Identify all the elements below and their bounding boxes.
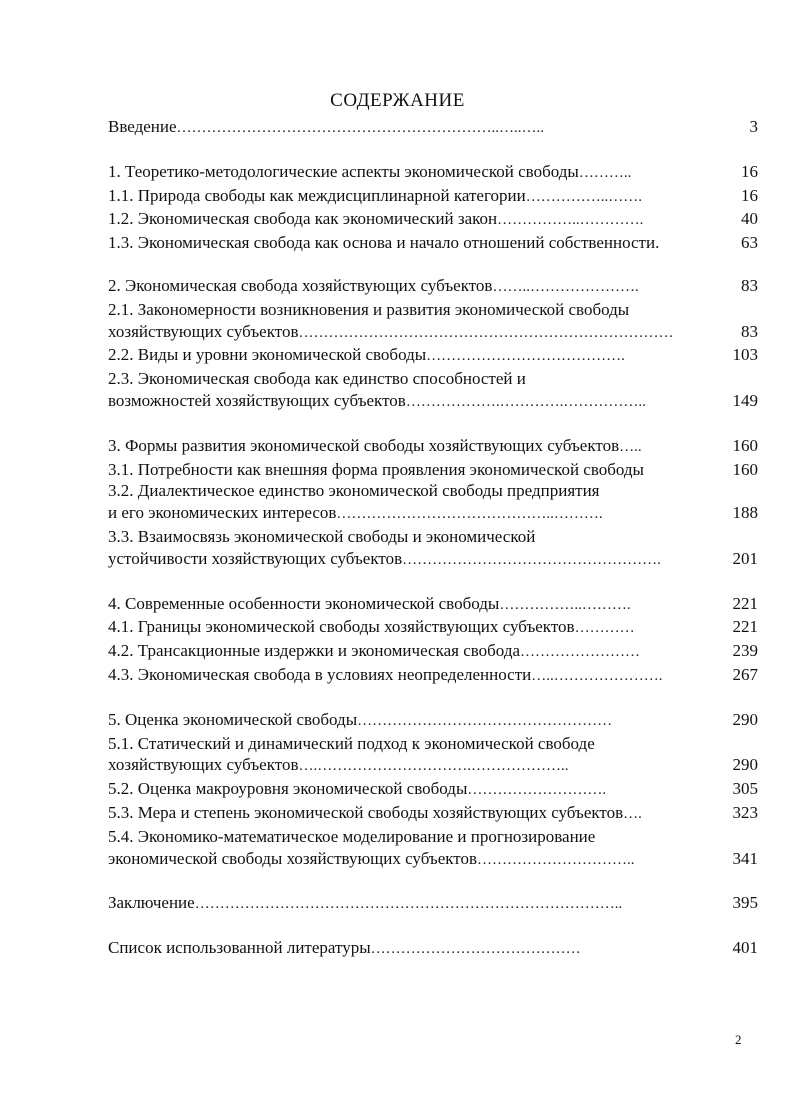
toc-entry-leader: ……………..………….: [497, 212, 644, 229]
toc-entry-section-5-1: [108, 754, 758, 778]
toc-entry-chapter-4: [108, 593, 758, 617]
toc-entry-label: 1.3. Экономическая свобода как основа и начало отношений собственности.: [108, 233, 660, 253]
toc-entry-page: 395: [732, 893, 758, 913]
toc-entry-page: 63: [741, 233, 758, 253]
toc-entry-section-2-1: [108, 321, 758, 345]
toc-entry-label: 4.1. Границы экономической свободы хозяйствующих субъектов: [108, 617, 575, 637]
toc-entry-section-1-2: [108, 208, 758, 232]
toc-entry-chapter-5: [108, 709, 758, 733]
toc-entry-label: 5.2. Оценка макроуровня экономической свободы: [108, 779, 468, 799]
toc-entry-page: 160: [732, 435, 758, 455]
toc-entry-chapter-2: [108, 275, 758, 299]
toc-entry-section-5-4: [108, 848, 758, 872]
toc-entry-label: устойчивости хозяйствующих субъектов: [108, 548, 403, 568]
toc-entry-leader: ………………………………………………………..…..…..: [176, 120, 545, 136]
page-title: СОДЕРЖАНИЕ: [330, 90, 465, 111]
toc-entry-label: 4.3. Экономическая свобода в условиях неопределенности: [108, 664, 532, 684]
toc-entry-page: 16: [741, 185, 758, 205]
toc-entry-leader: ………..: [578, 164, 632, 181]
toc-entry-label: 5. Оценка экономической свободы: [108, 709, 358, 729]
toc-entry-section-5-3: [108, 802, 758, 826]
toc-entry-label: 1. Теоретико-методологические аспекты экономической свободы: [108, 161, 579, 181]
toc-entry-section-2-3: [108, 390, 758, 414]
toc-entry-page: 83: [741, 321, 758, 341]
toc-entry-section-2-3-line-1: 2.3. Экономическая свобода как единство способностей и: [108, 369, 526, 389]
toc-entry-leader: ……………………: [520, 644, 641, 661]
toc-entry-page: 221: [732, 593, 758, 613]
toc-entry-leader: …..………………….: [531, 667, 663, 684]
toc-entry-label: хозяйствующих субъектов: [108, 321, 299, 341]
toc-entry-page: 341: [732, 848, 758, 868]
toc-entry-chapter-3: [108, 435, 758, 459]
toc-entry-label: 3.1. Потребности как внешняя форма проявления экономической свободы: [108, 459, 644, 479]
toc-entry-leader: ……………….………….……………..: [405, 393, 646, 410]
toc-entry-page: 323: [732, 802, 758, 822]
toc-entry-label: 1.2. Экономическая свобода как экономический закон: [108, 209, 498, 229]
toc-entry-section-3-3-line-1: 3.3. Взаимосвязь экономической свободы и экономической: [108, 526, 536, 546]
toc-entry-section-4-1: [108, 616, 758, 640]
toc-entry-page: 239: [732, 641, 758, 661]
toc-entry-page: 290: [732, 755, 758, 775]
toc-entry-page: 305: [732, 779, 758, 799]
toc-entry-page: 149: [732, 390, 758, 410]
toc-entry-leader: ……………..…….: [525, 188, 642, 205]
toc-entry-label: 3. Формы развития экономической свободы хозяйствующих субъектов: [108, 435, 620, 455]
toc-entry-label: Заключение: [108, 893, 195, 913]
page-number: 2: [735, 1032, 742, 1047]
toc-entry-label: Введение: [108, 117, 177, 136]
toc-entry-section-3-2-line-1: 3.2. Диалектическое единство экономической свободы предприятия: [108, 481, 600, 501]
toc-entry-section-5-2: [108, 778, 758, 802]
toc-entry-page: 290: [732, 709, 758, 729]
toc-entry-page: 188: [732, 503, 758, 523]
toc-entry-conclusion: [108, 892, 758, 916]
toc-entry-page: 103: [732, 345, 758, 365]
toc-entry-page: 40: [741, 209, 758, 229]
toc-entry-leader: …………………………………………………………………: [298, 324, 674, 341]
toc-entry-section-4-2: [108, 640, 758, 664]
toc-entry-section-4-3: [108, 664, 758, 688]
toc-entry-label: Список использованной литературы: [108, 938, 371, 958]
toc-entry-label: 2. Экономическая свобода хозяйствующих субъектов: [108, 275, 493, 295]
toc-entry-leader: ……………………………………………: [357, 712, 613, 729]
toc-entry-introduction: [108, 116, 758, 140]
toc-entry-leader: ………………………………….: [426, 348, 625, 365]
toc-entry-page: 201: [732, 548, 758, 568]
toc-entry-leader: ……………………….: [467, 782, 607, 799]
toc-entry-label: 2.2. Виды и уровни экономической свободы: [108, 345, 427, 365]
toc-entry-page: 267: [732, 664, 758, 684]
toc-entry-leader: ……..………………….: [492, 278, 639, 295]
toc-entry-leader: ….………………………….………………..: [298, 758, 569, 775]
toc-entry-section-5-1-line-1: 5.1. Статический и динамический подход к экономической свободе: [108, 733, 595, 753]
toc-entry-section-2-2: [108, 344, 758, 368]
toc-entry-page: 221: [732, 617, 758, 637]
toc-entry-page: 3: [749, 117, 758, 136]
toc-entry-page: 160: [732, 459, 758, 479]
toc-entry-chapter-1: [108, 161, 758, 185]
toc-entry-section-3-1: [108, 459, 758, 481]
toc-entry-section-3-2: [108, 502, 758, 526]
toc-entry-page: 83: [741, 275, 758, 295]
toc-entry-section-2-1-line-1: 2.1. Закономерности возникновения и развития экономической свободы: [108, 299, 630, 319]
toc-entry-leader: ….: [623, 805, 642, 822]
toc-entry-leader: …………………………………………………………………………..: [194, 896, 623, 913]
toc-entry-label: возможностей хозяйствующих субъектов: [108, 390, 406, 410]
toc-entry-label: 4.2. Трансакционные издержки и экономическая свобода: [108, 641, 521, 661]
toc-entry-label: хозяйствующих субъектов: [108, 755, 299, 775]
toc-entry-page: 16: [741, 161, 758, 181]
toc-entry-references: [108, 937, 758, 961]
toc-entry-leader: …..: [619, 438, 642, 455]
toc-entry-section-1-3: [108, 232, 758, 254]
toc-entry-leader: …………………………..: [477, 851, 635, 868]
toc-entry-leader: ……………………………………..……….: [336, 506, 603, 523]
toc-entry-page: 401: [732, 938, 758, 958]
toc-entry-leader: …………………………………………….: [402, 551, 661, 568]
table-of-contents: [108, 116, 758, 961]
toc-entry-section-5-4-line-1: 5.4. Экономико-математическое моделирование и прогнозирование: [108, 826, 596, 846]
toc-entry-leader: ……………………………………: [370, 941, 581, 958]
toc-entry-leader: ……………..……….: [499, 596, 631, 613]
toc-entry-leader: …………: [574, 620, 635, 637]
toc-entry-label: 1.1. Природа свободы как междисциплинарной категории: [108, 185, 526, 205]
toc-entry-label: 4. Современные особенности экономической свободы: [108, 593, 500, 613]
toc-entry-label: экономической свободы хозяйствующих субъектов: [108, 848, 478, 868]
toc-entry-label: 5.3. Мера и степень экономической свободы хозяйствующих субъектов: [108, 802, 624, 822]
toc-entry-section-1-1: [108, 185, 758, 209]
toc-entry-label: и его экономических интересов: [108, 503, 337, 523]
toc-entry-section-3-3: [108, 548, 758, 572]
